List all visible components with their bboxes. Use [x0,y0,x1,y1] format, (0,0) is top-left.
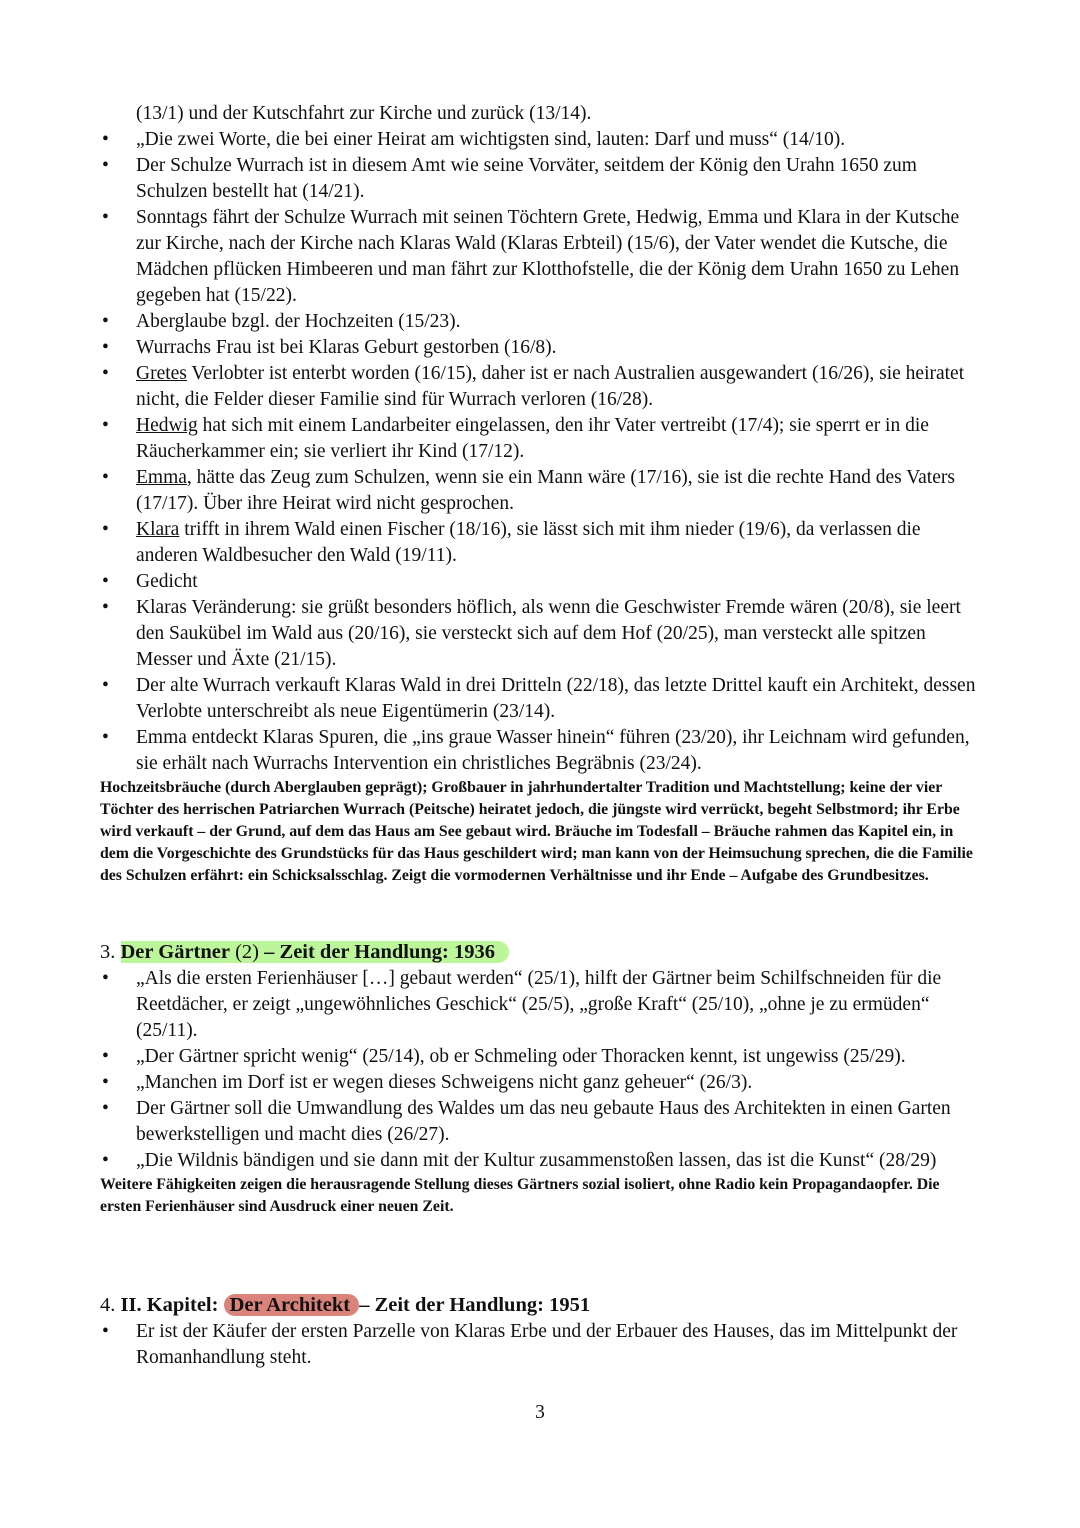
red-highlight: Der Architekt [224,1294,360,1316]
section-2-content [100,101,980,887]
green-highlight: Der Gärtner (2) – Zeit der Handlung: 1936 [121,941,510,963]
section-3-summary: Weitere Fähigkeiten zeigen die herausragende Stellung dieses Gärtners sozial isoliert, ohne Radio kein Propagandaopfer. Die ersten Ferienhäuser sind Ausdruck einer neuen Zeit. [100,1176,940,1215]
list-item: • Hedwig hat sich mit einem Landarbeiter eingelassen, den ihr Vater vertreibt (17/4); sie sperrt er in die Räucherkammer ein; sie verliert ihr Kind (17/12). [100,413,980,465]
section-4-bullet-list [100,1319,980,1371]
section-3-bullet-list [100,966,980,1174]
list-item: • Der alte Wurrach verkauft Klaras Wald in drei Dritteln (22/18), das letzte Drittel kauft ein Architekt, dessen Verlobte unterschreibt als neue Eigentümerin (23/14). [100,673,980,725]
list-item: • Gretes Verlobter ist enterbt worden (16/15), daher ist er nach Australien ausgewandert (16/26), sie heiratet nicht, die Felder dieser Familie sind für Wurrach verloren (16/28). [100,361,980,413]
section-3 [100,938,980,1218]
list-item: • Wurrachs Frau ist bei Klaras Geburt gestorben (16/8). [100,335,980,361]
list-item: • Sonntags fährt der Schulze Wurrach mit seinen Töchtern Grete, Hedwig, Emma und Klara in der Kutsche zur Kirche, nach der Kirche nach Klaras Wald (Klaras Erbteil) (15/6), der Vater wendet die Kutsche, die Mädchen pflücken Himbeeren und man fährt zur Klotthofstelle, die der König dem Urahn 1650 zu Lehen gegeben hat (15/22). [100,205,980,309]
continuation-line: (13/1) und der Kutschfahrt zur Kirche und zurück (13/14). [136,103,592,124]
section-4 [100,1291,980,1371]
name-emma: Emma [136,467,187,488]
list-item: • Aberglaube bzgl. der Hochzeiten (15/23). [100,309,980,335]
section-3-heading: 3. Der Gärtner (2) – Zeit der Handlung: 1936 [100,938,980,966]
list-item: • „Die zwei Worte, die bei einer Heirat am wichtigsten sind, lauten: Darf und muss“ (14/10). [100,127,980,153]
list-item: • Der Schulze Wurrach ist in diesem Amt wie seine Vorväter, seitdem der König den Urahn 1650 zum Schulzen bestellt hat (14/21). [100,153,980,205]
list-item: • Emma, hätte das Zeug zum Schulzen, wenn sie ein Mann wäre (17/16), sie ist die rechte Hand des Vaters (17/17). Über ihre Heirat wird nicht gesprochen. [100,465,980,517]
list-item: • Gedicht [100,569,980,595]
page-number: 3 [535,1402,545,1423]
name-hedwig: Hedwig [136,415,198,436]
list-item: • „Als die ersten Ferienhäuser […] gebaut werden“ (25/1), hilft der Gärtner beim Schilfschneiden für die Reetdächer, er zeigt „ungewöhnliches Geschick“ (25/5), „große Kraft“ (25/10), „ohne je zu ermüden“ (25/11). [100,966,980,1044]
list-item: • Klaras Veränderung: sie grüßt besonders höflich, als wenn die Geschwister Fremde wären (20/8), sie leert den Saukübel im Wald aus (20/16), sie versteckt sich auf dem Hof (20/25), man versteckt alle spitzen Messer und Äxte (21/15). [100,595,980,673]
list-item: • „Die Wildnis bändigen und sie dann mit der Kultur zusammenstoßen lassen, das ist die Kunst“ (28/29) [100,1148,980,1174]
name-grete: Gretes [136,363,187,384]
section-2-bullet-list [100,127,980,777]
list-item: • „Der Gärtner spricht wenig“ (25/14), ob er Schmeling oder Thoracken kennt, ist ungewiss (25/29). [100,1044,980,1070]
list-item: • „Manchen im Dorf ist er wegen dieses Schweigens nicht ganz geheuer“ (26/3). [100,1070,980,1096]
list-item: • Emma entdeckt Klaras Spuren, die „ins graue Wasser hinein“ führen (23/20), ihr Leichnam wird gefunden, sie erhält nach Wurrachs Intervention ein christliches Begräbnis (23/24). [100,725,980,777]
name-klara: Klara [136,519,180,540]
list-item: • Klara trifft in ihrem Wald einen Fischer (18/16), sie lässt sich mit ihm nieder (19/6), da verlassen die anderen Waldbesucher den Wald (19/11). [100,517,980,569]
list-item: • Er ist der Käufer der ersten Parzelle von Klaras Erbe und der Erbauer des Hauses, das im Mittelpunkt der Romanhandlung steht. [100,1319,980,1371]
list-item: • Der Gärtner soll die Umwandlung des Waldes um das neu gebaute Haus des Architekten in einen Garten bewerkstelligen und macht dies (26/27). [100,1096,980,1148]
section-2-summary: Hochzeitsbräuche (durch Aberglauben geprägt); Großbauer in jahrhundertalter Tradition und Machtstellung; keine der vier Töchter des herrischen Patriarchen Wurrach (Peitsche) heiratet jedoch, die jüngste wird verrückt, begeht Selbstmord; ihr Erbe wird verkauft – der Grund, auf dem das Haus am See gebaut wird. Bräuche im Todesfall – Bräuche rahmen das Kapitel ein, in dem die Vorgeschichte des Grundstücks für das Haus geschildert wird; man kann von der Heimsuchung sprechen, die die Familie des Schulzen erfährt: ein Schicksalsschlag. Zeigt die vormodernen Verhältnisse und ihr Ende – Aufgabe des Grundbesitzes. [100,779,973,884]
section-4-heading: 4. II. Kapitel: Der Architekt – Zeit der Handlung: 1951 [100,1294,591,1316]
